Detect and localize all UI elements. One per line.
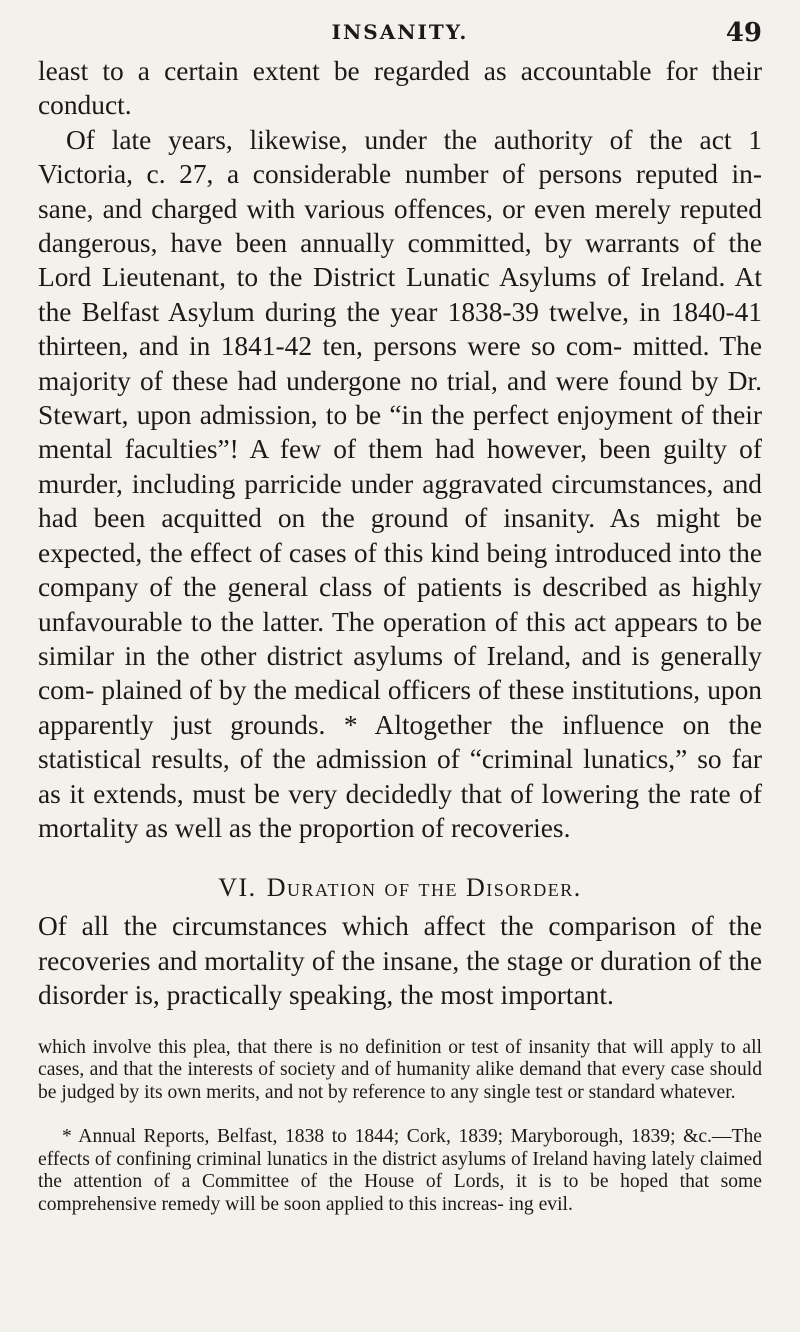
- section-body: [38, 909, 762, 1012]
- paragraph-criminal-lunatics: Of late years, likewise, under the authority of the act 1 Victoria, c. 27, a considerable number of persons reputed in- sane, and charged with various offences, or even merely reputed dangerous, have been annually committed, by warrants of the Lord Lieutenant, to the District Lunatic Asylums of Ireland. At the Belfast Asylum during the year 1838-39 twelve, in 1840-41 thirteen, and in 1841-42 ten, persons were so com- mitted. The majority of these had undergone no trial, and were found by Dr. Stewart, upon admission, to be “in the perfect enjoyment of their mental faculties”! A few of them had however, been guilty of murder, including parricide under aggravated circumstances, and had been acquitted on the ground of insanity. As might be expected, the effect of cases of this kind being introduced into the company of the general class of patients is described as highly unfavourable to the latter. The operation of this act appears to be similar in the other district asylums of Ireland, and is generally com- plained of by the medical officers of these institutions, upon apparently just grounds. * Altogether the influence on the statistical results, of the admission of “criminal lunatics,” so far as it extends, must be very decidedly that of lowering the rate of mortality as well as the proportion of recoveries.: [38, 124, 762, 843]
- section-number: VI.: [218, 873, 257, 903]
- section-heading: [38, 873, 762, 903]
- paragraph-duration: Of all the circumstances which affect the comparison of the recoveries and mortality of the insane, the stage or duration of the disorder is, practically speaking, the most important.: [38, 911, 762, 1011]
- body-text: [38, 54, 762, 845]
- footnote-annual-reports: * Annual Reports, Belfast, 1838 to 1844; Cork, 1839; Maryborough, 1839; &c.—The effects of confining criminal lunatics in the district asylums of Ireland having lately claimed the attention of a Committee of the House of Lords, it is to be hoped that some comprehensive remedy will be soon applied to this increas- ing evil.: [38, 1126, 762, 1215]
- page-number: 49: [725, 18, 762, 48]
- running-head: [38, 18, 762, 54]
- book-page: [38, 18, 762, 1216]
- footnote-continuation: which involve this plea, that there is no definition or test of insanity that will apply to all cases, and that the interests of society and of humanity alike demand that every case should be judged by its own merits, and not by reference to any single test or standard whatever.: [38, 1036, 762, 1103]
- running-title: INSANITY.: [331, 20, 469, 44]
- footnotes: [38, 1037, 762, 1217]
- paragraph-continuation: least to a certain extent be regarded as accountable for their conduct.: [38, 56, 762, 121]
- section-title: Duration of the Disorder.: [266, 873, 582, 903]
